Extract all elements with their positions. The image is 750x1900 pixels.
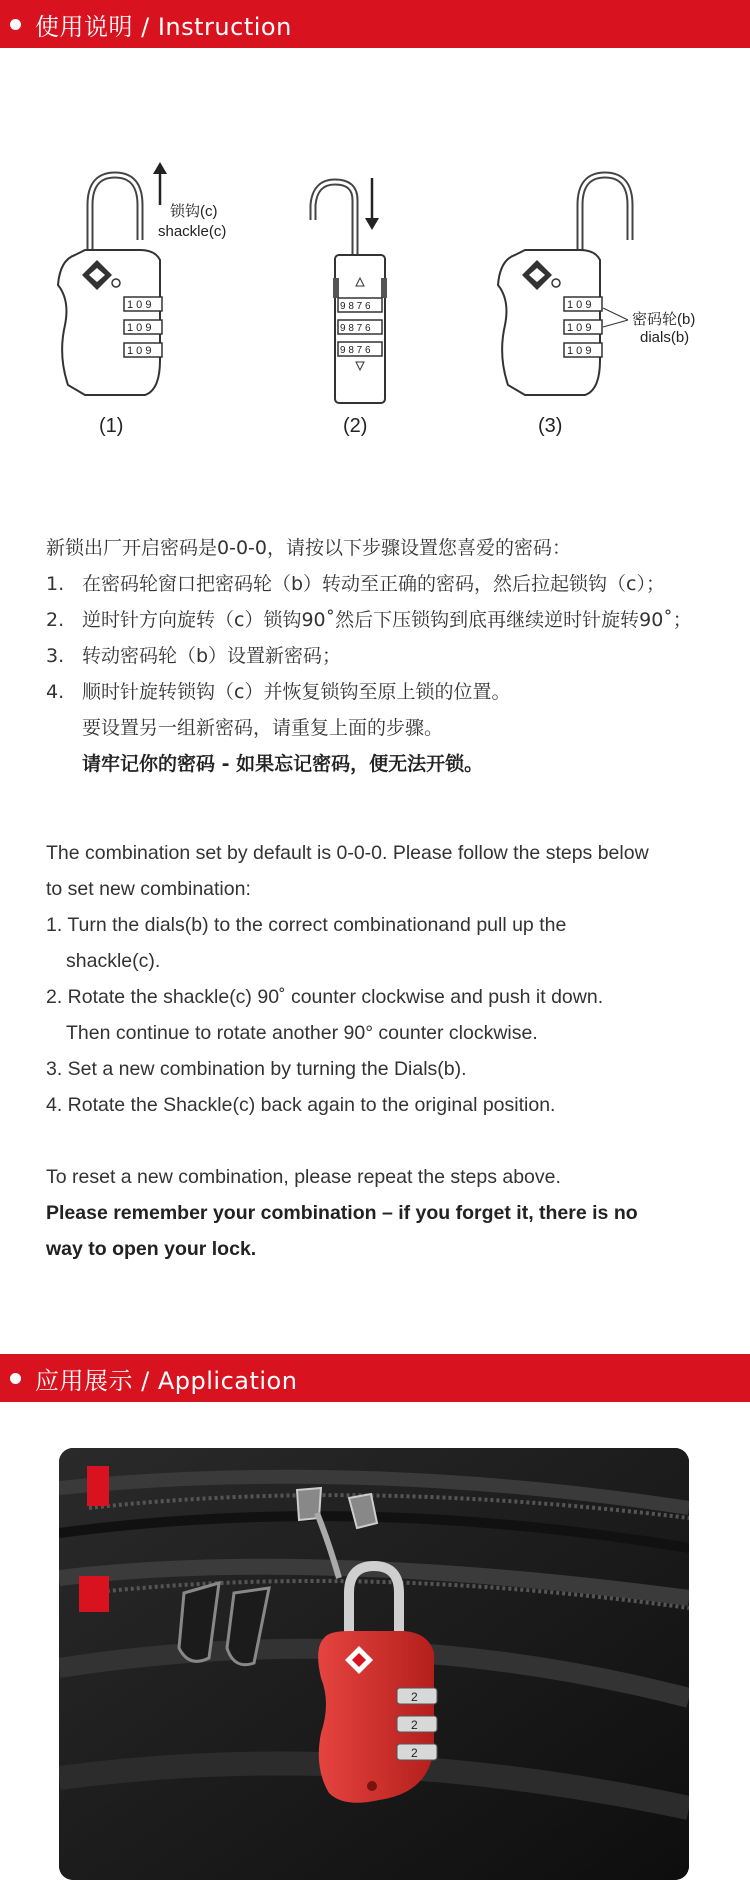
fig3-dial-2-digits: 1 0 9: [567, 322, 592, 334]
fig1-dial-2-digits: 1 0 9: [127, 322, 152, 334]
cn-step-4-text: 顺时针旋转锁钩（c）并恢复锁钩至原上锁的位置。: [82, 681, 511, 703]
cn-intro: 新锁出厂开启密码是0-0-0，请按以下步骤设置您喜爱的密码：: [46, 537, 571, 559]
cn-step-2-text: 逆时针方向旋转（c）锁钩90˚然后下压锁钩到底再继续逆时针旋转90˚；: [82, 609, 692, 631]
section-title-application: 应用展示 / Application: [35, 1366, 298, 1395]
fig3-dial-1-digits: 1 0 9: [567, 299, 592, 311]
dials-label-cn: 密码轮(b): [632, 311, 696, 328]
fig2-dial-1-digits: 9 8 7 6: [340, 301, 371, 312]
cn-step-4-number: 4.: [46, 681, 65, 703]
diagram-figure-1: [58, 162, 226, 437]
section-header-application: [0, 1354, 750, 1402]
cn-step-3-number: 3.: [46, 645, 65, 667]
photo-dial-2: 2: [411, 1718, 418, 1732]
cn-step-2: [46, 602, 726, 638]
diagram-caption-1: (1): [99, 415, 124, 437]
en-step-3: 3. Set a new combination by turning the Dials(b).: [46, 1058, 467, 1080]
section-title-instruction: 使用说明 / Instruction: [35, 12, 292, 41]
photo-dial-1: 2: [411, 1690, 418, 1704]
shackle-label-cn: 锁钩(c): [170, 203, 218, 220]
cn-step-1: [46, 566, 726, 602]
fig1-dial-1-digits: 1 0 9: [127, 299, 152, 311]
en-intro-line-2: to set new combination:: [46, 878, 251, 900]
fig2-dial-2-digits: 9 8 7 6: [340, 323, 371, 334]
fig2-dial-3-digits: 9 8 7 6: [340, 345, 371, 356]
diagram-figure-2: [313, 178, 387, 437]
cn-repeat-note: 要设置另一组新密码，请重复上面的步骤。: [82, 717, 444, 739]
shackle-label-en: shackle(c): [158, 223, 227, 240]
bullet-dot-icon: [10, 19, 21, 30]
section-header-instruction: [0, 0, 750, 48]
en-step-2-line-2: Then continue to rotate another 90° counter clockwise.: [66, 1022, 538, 1044]
cn-step-3-text: 转动密码轮（b）设置新密码；: [82, 645, 342, 667]
fig1-dial-3-digits: 1 0 9: [127, 345, 152, 357]
diagram-figure-3: [498, 175, 695, 437]
en-step-1-line-1: 1. Turn the dials(b) to the correct combinationand pull up the: [46, 914, 567, 936]
bullet-dot-icon: [10, 1373, 21, 1384]
spacer: [46, 1123, 726, 1159]
instructions-english: [46, 835, 726, 1267]
instructions-chinese: [46, 530, 726, 782]
en-warning-line-2: way to open your lock.: [46, 1238, 257, 1260]
lock-in-photo: [318, 1631, 437, 1803]
photo-dial-3: 2: [411, 1746, 418, 1760]
en-reset-note: To reset a new combination, please repeat the steps above.: [46, 1166, 561, 1188]
application-photo: [59, 1448, 689, 1880]
en-step-2-line-1: 2. Rotate the shackle(c) 90˚ counter clockwise and push it down.: [46, 986, 604, 1008]
diagram-caption-3: (3): [538, 415, 563, 437]
cn-step-1-number: 1.: [46, 573, 65, 595]
lock-diagrams: [0, 160, 750, 450]
cn-step-4: [46, 674, 726, 710]
en-step-1-line-2: shackle(c).: [66, 950, 161, 972]
en-intro-line-1: The combination set by default is 0-0-0. Please follow the steps below: [46, 842, 649, 864]
en-step-4: 4. Rotate the Shackle(c) back again to the original position.: [46, 1094, 556, 1116]
en-warning-line-1: Please remember your combination – if you forget it, there is no: [46, 1202, 638, 1224]
cn-step-2-number: 2.: [46, 609, 65, 631]
cn-warning: 请牢记你的密码 - 如果忘记密码，便无法开锁。: [82, 753, 484, 775]
diagram-caption-2: (2): [343, 415, 368, 437]
dials-label-en: dials(b): [640, 329, 690, 346]
cn-step-1-text: 在密码轮窗口把密码轮（b）转动至正确的密码，然后拉起锁钩（c）；: [82, 573, 666, 595]
cn-step-3: [46, 638, 726, 674]
fig3-dial-3-digits: 1 0 9: [567, 345, 592, 357]
